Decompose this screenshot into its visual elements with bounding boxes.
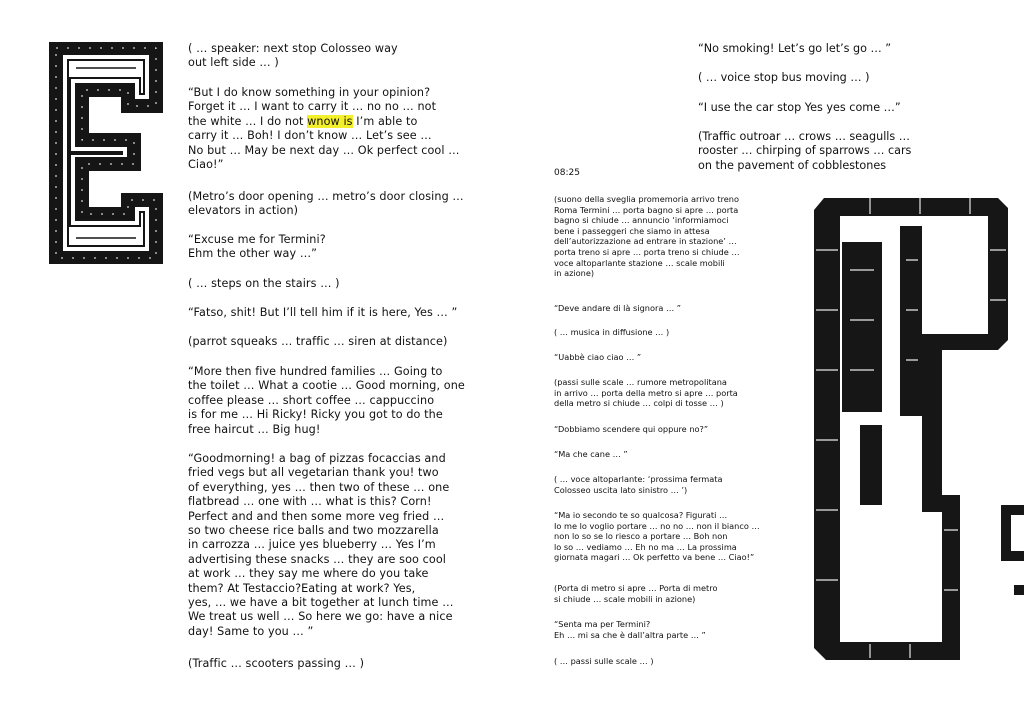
right-paragraph: ( … voce altoparlante: ‘prossima fermata Colosseo uscita lato sinistro … ’) (554, 474, 723, 495)
left-paragraph-5: ( … steps on the stairs … ) (188, 277, 340, 290)
left-paragraph-3: (Metro’s door opening … metro’s door closing … elevators in action) (188, 190, 464, 218)
right-paragraph: (Porta di metro si apre … Porta di metro si chiude … scale mobili in azione) (554, 583, 718, 604)
right-top-paragraph: ( … voice stop bus moving … ) (698, 71, 870, 84)
right-top-paragraph: “No smoking! Let’s go let’s go … ” (698, 42, 892, 55)
right-paragraph: “Deve andare di là signora … ” (554, 303, 681, 313)
left-paragraph-9: “Goodmorning! a bag of pizzas focaccias and fried vegs but all vegetarian thank you! two of everything, yes … then two of these … one flatbread … one with … what is this? Corn! Perfect and and then some more veg fried … so two cheese rice balls and two mozzarella in carrozza … juice yes blueberry … Yes I’m advertising these snacks … they are soo cool at work … they say me where do you take them? At Testaccio?Eating at work? Yes, yes, … we have a bit together at lunch time … We treat us well … So here we go: have a nice day! Same to you … ” (188, 452, 454, 638)
left-paragraph-4: “Excuse me for Termini? Ehm the other way …” (188, 233, 326, 261)
left-paragraph-10: (Traffic … scooters passing … ) (188, 657, 365, 670)
right-top-paragraph: “I use the car stop Yes yes come …” (698, 101, 901, 114)
right-paragraph: “Ma io secondo te so qualcosa? Figurati … Io me lo voglio portare … no no … non il bianco … non lo so se lo riesco a portare … Boh non lo so … vediamo … Eh no ma … La prossima giornata magari … Ok perfetto va bene … Ciao!” (554, 510, 760, 563)
left-paragraph-2-text-b: I’m able to carry it … Boh! I don’t know … Let’s see … No but … May be next day … Ok perfect cool … Ciao!” (188, 114, 460, 172)
right-top-paragraph: (Traffic outroar … crows … seagulls … rooster … chirping of sparrows … cars on the pavement of cobblestones (698, 130, 912, 172)
right-paragraph: “Dobbiamo scendere qui oppure no?” (554, 424, 709, 434)
left-paragraph-2 (188, 86, 480, 172)
stencil-letter-graphic (810, 190, 1024, 670)
right-paragraph: ( … musica in diffusione … ) (554, 327, 670, 337)
right-paragraph: “Ma che cane … ” (554, 449, 628, 459)
right-paragraph: “Uabbè ciao ciao … ” (554, 352, 642, 362)
right-paragraph: “Senta ma per Termini? Eh … mi sa che è dall’altra parte … ” (554, 619, 706, 640)
timestamp: 08:25 (554, 168, 580, 178)
left-paragraph-1: ( … speaker: next stop Colosseo way out left side … ) (188, 42, 398, 70)
right-paragraph: (passi sulle scale … rumore metropolitana in arrivo … porta della metro si apre … porta della metro si chiude … colpi di tosse … ) (554, 377, 738, 409)
left-paragraph-2-text-a: “But I do know something in your opinion? Forget it … I want to carry it … no no … not the white … I do not (188, 86, 437, 128)
stencil-letter-e-graphic (48, 42, 166, 264)
left-paragraph-6: “Fatso, shit! But I’ll tell him if it is here, Yes … ” (188, 306, 458, 319)
left-paragraph-7: (parrot squeaks … traffic … siren at distance) (188, 335, 448, 348)
left-paragraph-8: “More then five hundred families … Going to the toilet … What a cootie … Good morning, one coffee please … short coffee … cappuccino is for me … Hi Ricky! Ricky you got to do the free haircut … Big hug! (188, 365, 465, 436)
right-paragraph: ( … passi sulle scale … ) (554, 656, 654, 666)
highlighted-text: wnow is (307, 114, 353, 128)
right-paragraph: (suono della sveglia promemoria arrivo treno Roma Termini … porta bagno si apre … porta bagno si chiude … annuncio ‘informiamoci bene i passeggeri che siamo in attesa dell’autorizzazione ad entrare in stazione’ … porta treno si apre … porta treno si chiude … voce altoparlante stazione … scale mobili in azione) (554, 194, 740, 279)
